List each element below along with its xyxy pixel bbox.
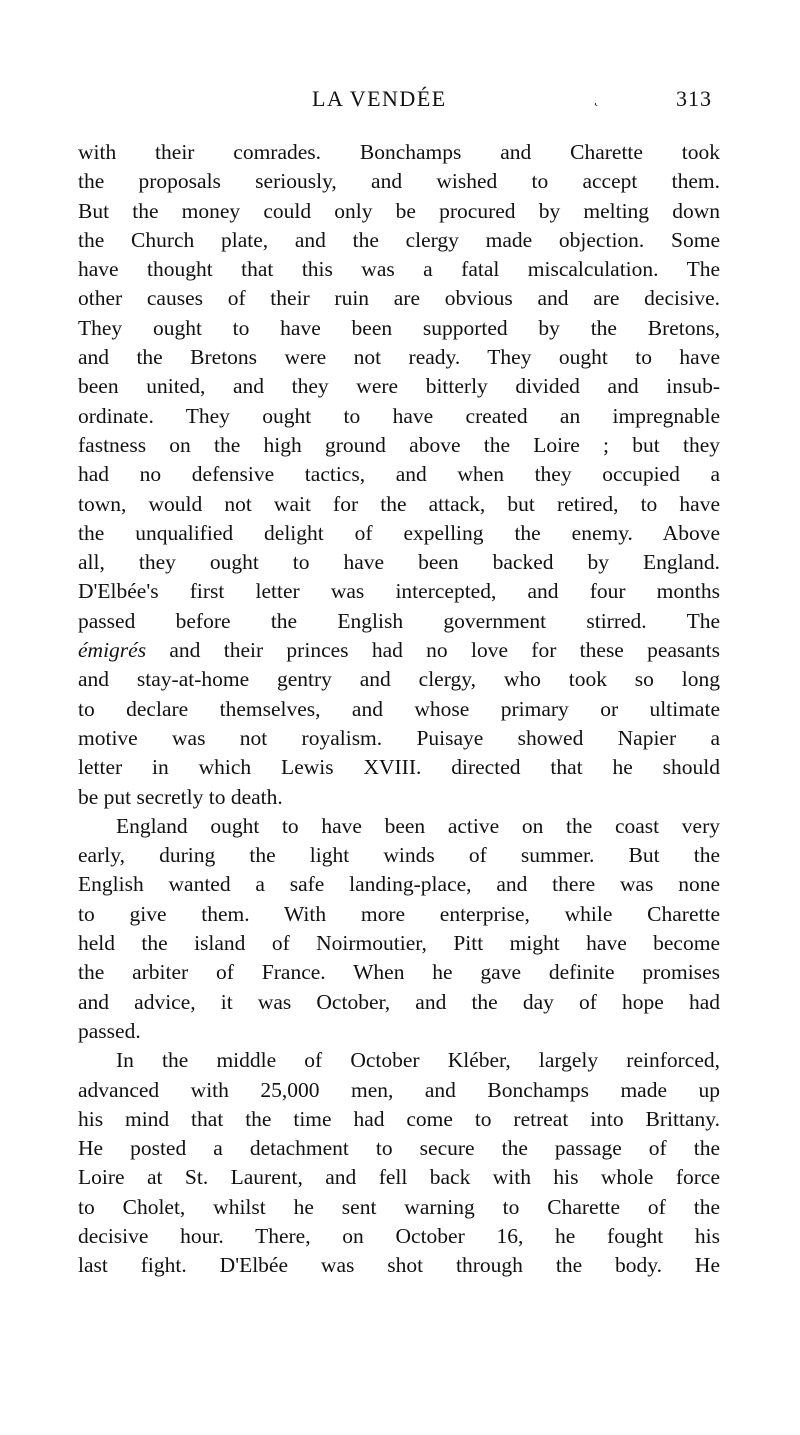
text-line: other causes of their ruin are obvious and are decisive. <box>78 286 720 311</box>
text-line: In the middle of October Kléber, largely reinforced, <box>116 1048 720 1073</box>
text-line: been united, and they were bitterly divided and insub- <box>78 374 720 399</box>
text-line: be put secretly to death. <box>78 784 283 809</box>
text-line: and advice, it was October, and the day of hope had <box>78 989 720 1014</box>
text-line: to declare themselves, and whose primary or ultimate <box>78 696 720 721</box>
text-line: He posted a detachment to secure the passage of the <box>78 1136 720 1161</box>
text-line: to Cholet, whilst he sent warning to Charette of the <box>78 1194 720 1219</box>
text-line: But the money could only be procured by melting down <box>78 198 720 223</box>
printer-mark: ˛ <box>594 92 599 107</box>
text-line: and stay-at-home gentry and clergy, who took so long <box>78 667 720 692</box>
text-line: decisive hour. There, on October 16, he fought his <box>78 1223 720 1248</box>
text-line: the Church plate, and the clergy made objection. Some <box>78 227 720 252</box>
text-line: passed before the English government stirred. The <box>78 608 720 633</box>
text-line: and the Bretons were not ready. They ought to have <box>78 345 720 370</box>
text-line: the arbiter of France. When he gave definite promises <box>78 960 720 985</box>
text-line: England ought to have been active on the coast very <box>116 813 720 838</box>
text-line: to give them. With more enterprise, while Charette <box>78 901 720 926</box>
text-line: Loire at St. Laurent, and fell back with his whole force <box>78 1165 720 1190</box>
text-line: advanced with 25,000 men, and Bonchamps made up <box>78 1077 720 1102</box>
text-line: fastness on the high ground above the Loire ; but they <box>78 432 720 457</box>
text-line: all, they ought to have been backed by England. <box>78 550 720 575</box>
text-line: motive was not royalism. Puisaye showed Napier a <box>78 725 720 750</box>
text-line: English wanted a safe landing-place, and there was none <box>78 872 720 897</box>
text-line: have thought that this was a fatal miscalculation. The <box>78 257 720 282</box>
text-line: early, during the light winds of summer. But the <box>78 843 720 868</box>
running-title: LA VENDÉE <box>312 86 447 111</box>
page-number: 313 <box>676 86 712 111</box>
text-line: with their comrades. Bonchamps and Charette took <box>78 140 720 164</box>
text-line: They ought to have been supported by the Bretons, <box>78 315 720 340</box>
text-line: town, would not wait for the attack, but retired, to have <box>78 491 720 516</box>
text-line: the unqualified delight of expelling the enemy. Above <box>78 520 720 545</box>
italic-word: émigrés <box>78 638 147 663</box>
text-line: D'Elbée's first letter was intercepted, and four months <box>78 579 720 604</box>
text-line: letter in which Lewis XVIII. directed that he should <box>78 755 720 780</box>
body-text <box>78 138 720 1281</box>
text-line: last fight. D'Elbée was shot through the body. He <box>78 1253 720 1278</box>
text-line: held the island of Noirmoutier, Pitt might have become <box>78 931 720 956</box>
text-line: had no defensive tactics, and when they occupied a <box>78 462 720 487</box>
text-line: passed. <box>78 1018 141 1043</box>
text-line: his mind that the time had come to retreat into Brittany. <box>78 1106 720 1131</box>
text-line: the proposals seriously, and wished to accept them. <box>78 169 720 194</box>
text-line: émigrés and their princes had no love for these peasants <box>78 638 720 663</box>
text-line: ordinate. They ought to have created an impregnable <box>78 403 720 428</box>
